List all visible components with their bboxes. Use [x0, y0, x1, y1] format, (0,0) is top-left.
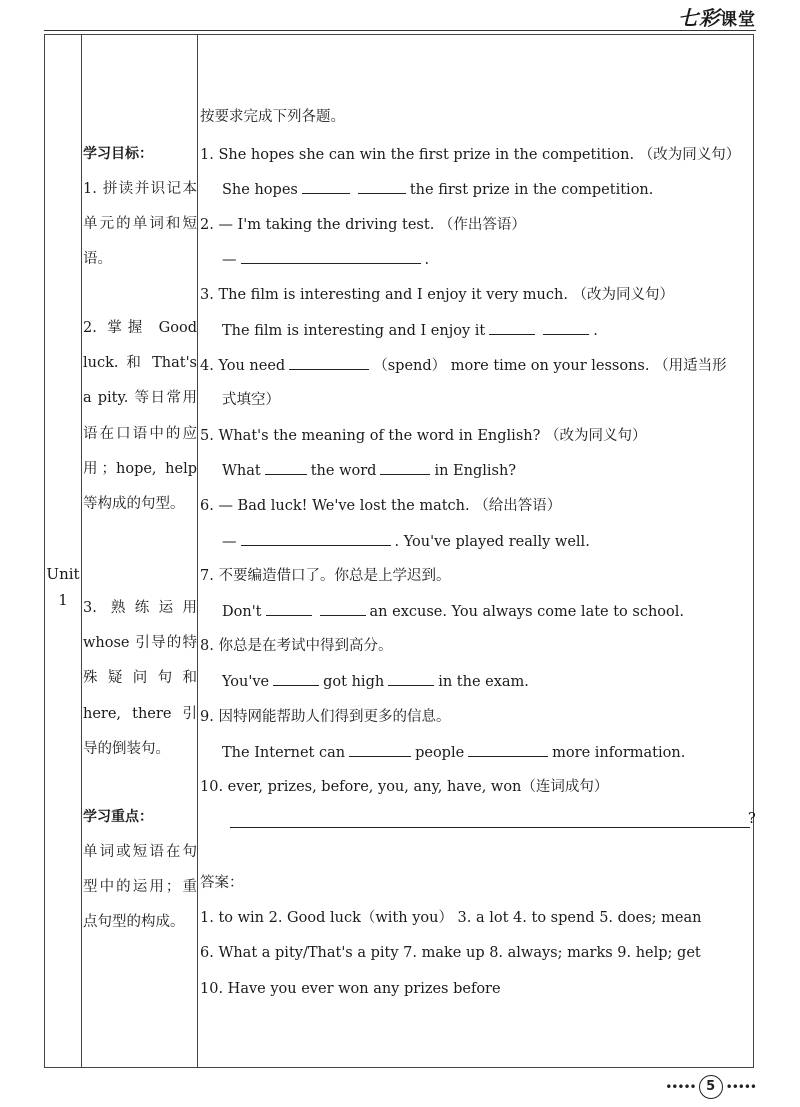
blank	[388, 669, 434, 686]
blank	[266, 599, 312, 616]
brand-bold: 七彩	[678, 6, 720, 30]
blank	[241, 247, 421, 264]
lesson-table	[44, 34, 754, 1068]
question-10: 10. ever, prizes, before, you, any, have, won（连词成句）	[200, 779, 609, 795]
answers-line-3: 10. Have you ever won any prizes before	[200, 981, 501, 997]
question-5: 5. What's the meaning of the word in English? （改为同义句）	[200, 428, 647, 444]
answers-line-2: 6. What a pity/That's a pity 7. make up 8. always; marks 9. help; get	[200, 945, 701, 961]
header-rule	[44, 30, 756, 31]
page-number: 5	[699, 1075, 723, 1099]
question-5-answer-line: What the word in English?	[222, 458, 516, 482]
blank	[320, 599, 366, 616]
question-8-answer-line: You've got high in the exam.	[222, 669, 529, 693]
dots-left: •••••	[665, 1080, 696, 1094]
blank	[302, 177, 350, 194]
column-divider-2	[197, 35, 198, 1067]
brand-logo	[678, 2, 756, 31]
brand-light: 课堂	[720, 10, 756, 30]
objectives-heading: 学习目标：	[83, 146, 153, 162]
focus-heading: 学习重点：	[83, 809, 153, 825]
blank	[468, 740, 548, 757]
question-mark: ?	[748, 811, 756, 827]
blank	[358, 177, 406, 194]
blank	[289, 353, 369, 370]
column-divider-1	[81, 35, 82, 1067]
blank	[380, 458, 430, 475]
blank	[273, 669, 319, 686]
dots-right: •••••	[725, 1080, 756, 1094]
objective-3: 3. 熟练运用 whose 引导的特殊疑问句和 here, there 引导的倒装句。	[83, 600, 197, 757]
question-2-answer-line: — .	[222, 247, 429, 271]
question-3-answer-line: The film is interesting and I enjoy it .	[222, 318, 598, 342]
question-10-answer-line	[200, 807, 755, 831]
page-number-footer	[665, 1075, 756, 1099]
blank	[489, 318, 535, 335]
question-2: 2. — I'm taking the driving test. （作出答语）	[200, 217, 526, 233]
objective-1: 1. 拼读并识记本单元的单词和短语。	[83, 181, 197, 268]
unit-label: Unit 1	[46, 565, 80, 609]
question-7: 7. 不要编造借口了。你总是上学迟到。	[200, 568, 451, 584]
objective-2: 2. 掌握 Good luck. 和 That's a pity. 等日常用语在口语中的应用；hope, help 等构成的句型。	[83, 320, 197, 513]
instruction: 按要求完成下列各题。	[200, 109, 345, 125]
focus-text: 单词或短语在句型中的运用；重点句型的构成。	[83, 844, 197, 931]
blank	[543, 318, 589, 335]
answers-heading: 答案：	[200, 875, 244, 891]
question-8: 8. 你总是在考试中得到高分。	[200, 638, 393, 654]
question-9: 9. 因特网能帮助人们得到更多的信息。	[200, 709, 451, 725]
answers-line-1: 1. to win 2. Good luck（with you） 3. a lot 4. to spend 5. does; mean	[200, 910, 702, 926]
blank	[241, 529, 391, 546]
question-9-answer-line: The Internet can people more information.	[222, 740, 685, 764]
blank	[265, 458, 307, 475]
question-7-answer-line: Don't an excuse. You always come late to school.	[222, 599, 684, 623]
blank	[349, 740, 411, 757]
question-1-answer-line: She hopes the first prize in the competition.	[222, 177, 653, 201]
question-4-continued: 式填空）	[222, 392, 280, 408]
question-3: 3. The film is interesting and I enjoy it very much. （改为同义句）	[200, 287, 675, 303]
question-6-answer-line: — . You've played really well.	[222, 529, 590, 553]
question-4: 4. You need （spend） more time on your lessons. （用适当形	[200, 353, 727, 377]
question-1: 1. She hopes she can win the first prize in the competition. （改为同义句）	[200, 147, 741, 163]
long-blank	[230, 807, 750, 828]
question-6: 6. — Bad luck! We've lost the match. （给出答语）	[200, 498, 562, 514]
